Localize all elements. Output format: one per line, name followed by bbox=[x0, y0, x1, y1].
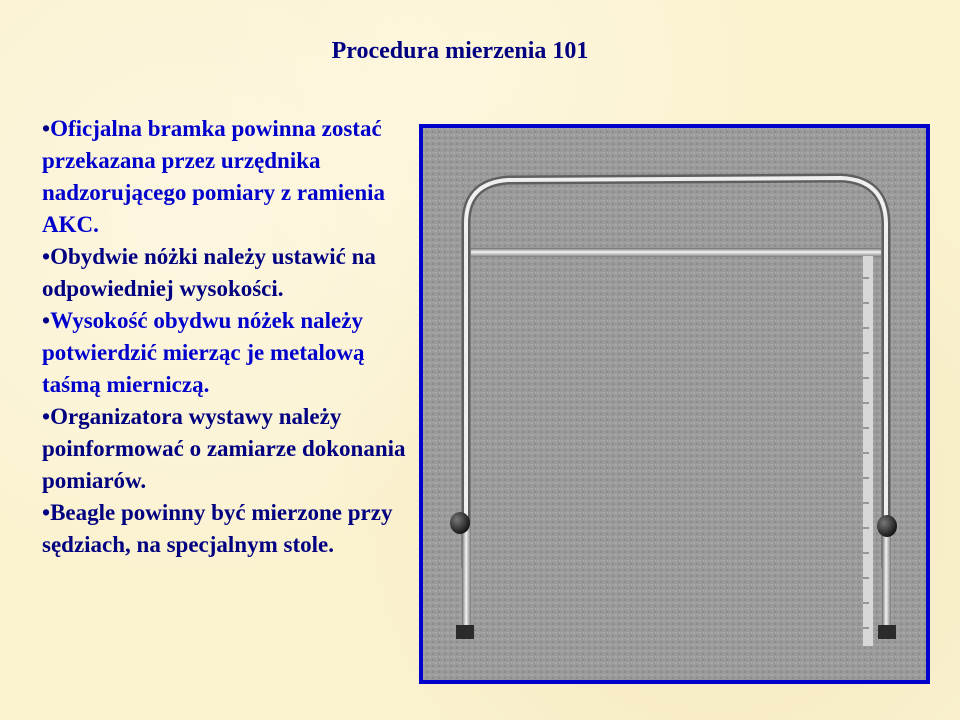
measuring-scale bbox=[863, 256, 873, 646]
slide-title: Procedura mierzenia 101 bbox=[331, 38, 589, 64]
bullet-text: Organizatora wystawy należy poinformować o zamiarze dokonania pomiarów. bbox=[42, 404, 406, 493]
bullet-dot: • bbox=[42, 244, 51, 269]
bullet-dot: • bbox=[42, 308, 51, 333]
right-leg bbox=[882, 523, 891, 633]
bullet-item bbox=[42, 241, 414, 305]
bullet-dot: • bbox=[42, 404, 51, 429]
bullet-text: Obydwie nóżki należy ustawić na odpowiedniej wysokości. bbox=[42, 244, 376, 301]
bullet-list bbox=[42, 113, 414, 561]
bullet-text: Beagle powinny być mierzone przy sędziach, na specjalnym stole. bbox=[42, 500, 393, 557]
right-knob bbox=[877, 515, 897, 537]
wicket-crossbar bbox=[471, 248, 881, 257]
wicket-illustration bbox=[423, 128, 926, 680]
carpet-background bbox=[423, 128, 926, 680]
bullet-dot: • bbox=[42, 116, 51, 141]
bullet-item bbox=[42, 497, 414, 561]
left-knob bbox=[450, 512, 470, 534]
bullet-item bbox=[42, 113, 414, 241]
bullet-item bbox=[42, 305, 414, 401]
wicket-photo bbox=[419, 124, 930, 684]
left-leg bbox=[462, 523, 471, 633]
bullet-dot: • bbox=[42, 500, 51, 525]
right-foot bbox=[878, 625, 896, 639]
left-foot bbox=[456, 625, 474, 639]
bullet-text: Oficjalna bramka powinna zostać przekazana przez urzędnika nadzorującego pomiary z ramienia AKC. bbox=[42, 116, 386, 237]
bullet-item bbox=[42, 401, 414, 497]
bullet-text: Wysokość obydwu nóżek należy potwierdzić mierząc je metalową taśmą mierniczą. bbox=[42, 308, 365, 397]
